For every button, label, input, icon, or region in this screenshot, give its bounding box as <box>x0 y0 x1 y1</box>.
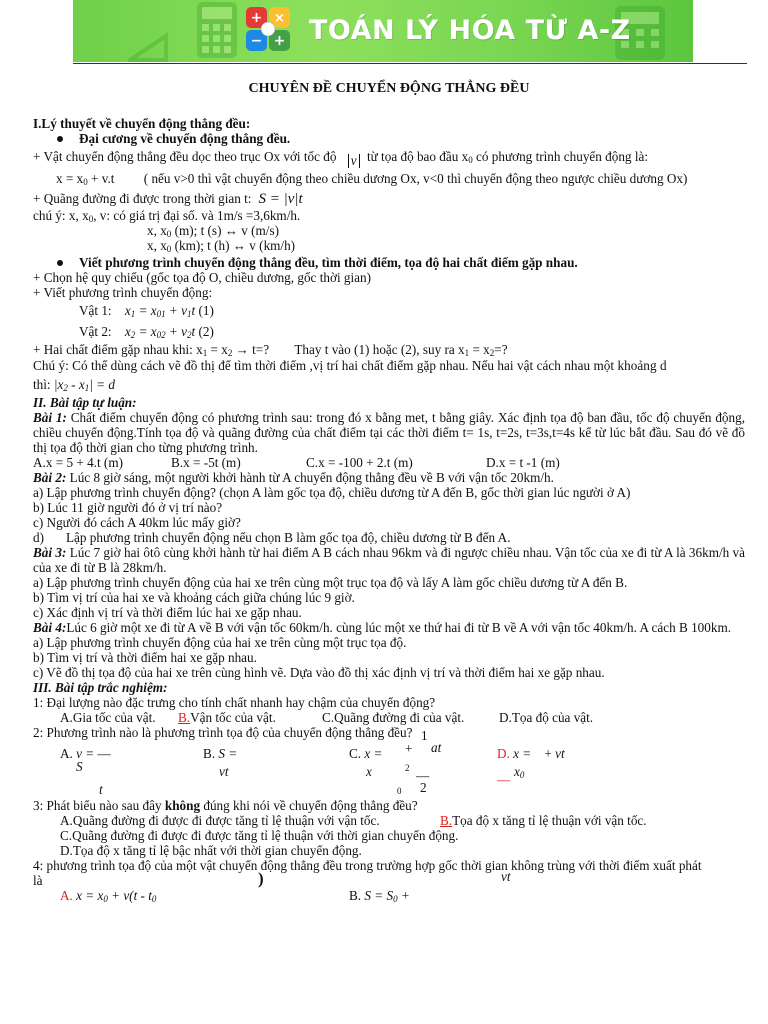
text-line: + Chọn hệ quy chiếu (gốc tọa độ O, chiều dương, gốc thời gian) <box>33 270 372 285</box>
exercise-1-options: A.x = 5 + 4.t (m) B.x = -5t (m) C.x = -100 + 2.t (m) D.x = t -1 (m) <box>33 455 560 470</box>
text-line: a) Lập phương trình chuyển động của hai xe trên cùng một trục tọa độ. <box>33 635 407 650</box>
header-rule <box>73 63 747 64</box>
calculator-icon <box>191 0 247 62</box>
svg-text:×: × <box>274 11 285 26</box>
bullet-icon <box>57 260 63 266</box>
section-heading: I.Lý thuyết về chuyển động thẳng đều: <box>33 116 251 131</box>
text-line: c) Vẽ đồ thị tọa độ của hai xe trên cùng hình vẽ. Dựa vào đồ thị xác định vị trí và thời điểm hai xe gặp nhau. <box>33 665 605 680</box>
exercise-2: Bài 2: Lúc 8 giờ sáng, một người khởi hành từ A chuyển động thẳng đều về B với vận tốc 20km/h. <box>33 470 554 485</box>
question-1: 1: Đại lượng nào đặc trưng cho tính chất nhanh hay chậm của chuyển động? <box>33 695 436 710</box>
question-1-options: A.Gia tốc của vật. B.Vận tốc của vật. C.Quãng đường đi của vật. D.Tọa độ của vật. <box>60 710 594 725</box>
text-line: Chú ý: Có thể dùng cách vẽ đồ thị để tìm thời điểm ,vị trí hai chất điểm gặp nhau. Nếu hai vật cách nhau một khoảng d <box>33 358 667 373</box>
text-line: b) Tìm vị trí của hai xe và khoảng cách giữa chúng lúc 9 giờ. <box>33 590 355 605</box>
question-2: 2: Phương trình nào là phương trình tọa độ của chuyển động thẳng đều? <box>33 725 413 740</box>
text-line: a) Lập phương trình chuyển động của hai xe trên cùng một trục tọa độ và lấy A làm gốc chiều dương từ A đến B. <box>33 575 628 590</box>
text-line: c) Người đó cách A 40km lúc mấy giờ? <box>33 515 241 530</box>
bullet-item: Đại cương về chuyển động thẳng đều. <box>33 131 745 146</box>
section-heading: II. Bài tập tự luận: <box>33 395 137 410</box>
question-4-options: A. $x = x_0 + v(t - t_0$ B. $S = S_0$ + <box>60 888 410 904</box>
math-logo-icon <box>245 6 291 52</box>
ruler-icon <box>128 30 168 62</box>
exercise-1: Bài 1: Chất điểm chuyển động có phương trình sau: trong đó x bằng met, t bằng giây. Xác định tọa độ ban đầu, tốc độ chuyển động, chiều chuyển động.Tính tọa độ và quãng đường của chất điểm tại các thời điểm t= 1s, t=2s, t=3s,t=4s kể từ lúc bắt đầu. Sau đó vẽ đồ thị tọa độ thời gian cho từng phương trình. <box>33 410 745 455</box>
question-2-options: A. v = — S t B. S = vt C. x = x 0 + 1 at 2 — 2 D. x = + vt $x_0$ — <box>60 728 565 797</box>
section-heading: III. Bài tập trắc nghiệm: <box>33 680 168 695</box>
question-3: 3: Phát biểu nào sau đây không đúng khi nói về chuyển động thẳng đều? <box>33 798 418 813</box>
text-line: b) Lúc 11 giờ người đó ở vị trí nào? <box>33 500 223 515</box>
text-line: c) Xác định vị trí và thời điểm lúc hai xe gặp nhau. <box>33 605 302 620</box>
header-banner <box>73 0 693 62</box>
svg-text:−: − <box>250 33 263 49</box>
bullet-item: Viết phương trình chuyển động thẳng đều, tìm thời điểm, tọa độ hai chất điểm gặp nhau. <box>33 255 745 270</box>
text-line: chú ý: x, $x_0$, v: có giá trị đại số. và 1m/s =3,6km/h. <box>33 208 301 224</box>
svg-text:+: + <box>250 10 263 26</box>
equation-line: $x = x_0 + v.t$ ( nếu v>0 thì vật chuyển động theo chiều dương Ox, v<0 thì chuyển động theo ngược chiều dương Ox) <box>56 171 688 187</box>
document-body <box>33 78 745 905</box>
text-line: D.Tọa độ x tăng tỉ lệ bậc nhất với thời gian chuyển động. <box>60 843 362 858</box>
bullet-icon <box>57 136 63 142</box>
text-line: + Quãng đường đi được trong thời gian t: S = |v|t <box>33 191 303 207</box>
text-line: d) Lập phương trình chuyển động nếu chọn B làm gốc tọa độ, chiều dương từ B đến A. <box>33 530 511 545</box>
text-line: C.Quãng đường đi được đi được tăng tỉ lệ thuận với thời gian chuyển động. <box>60 828 459 843</box>
equation-line: Vật 1: $x_1 = x_{01} + v_1t$ (1) <box>79 303 214 319</box>
equation-line: Vật 2: $x_2 = x_{02} + v_2t$ (2) <box>79 324 214 340</box>
text-line: + Vật chuyển động thẳng đều dọc theo trục Ox với tốc độ v từ tọa độ bao đầu $x_0$ có phương trình chuyển động là: <box>33 149 649 168</box>
text-line: x, $x_0$ (km); t (h) ↔ v (km/h) <box>147 238 296 254</box>
exercise-3: Bài 3: Lúc 7 giờ hai ôtô cùng khởi hành từ hai điểm A B cách nhau 96km và đi ngược chiều nhau. Vận tốc của xe đi từ A là 36km/h và của xe đi từ B là 28km/h. <box>33 545 745 575</box>
text-line: + Hai chất điểm gặp nhau khi: $x_1 = x_2 \to t=$? Thay t vào (1) hoặc (2), suy ra $x_1 = x_2=$? <box>33 342 508 358</box>
text-line: b) Tìm vị trí và thời điểm hai xe gặp nhau. <box>33 650 257 665</box>
text-line: a) Lập phương trình chuyển động? (chọn A làm gốc tọa độ, chiều dương từ A đến B, gốc thời gian lúc người ở A) <box>33 485 631 500</box>
text-line: là ) vt <box>33 869 511 888</box>
question-3-options: A.Quãng đường đi được đi được tăng tỉ lệ thuận với vận tốc. B.Tọa độ x tăng tỉ lệ thuận với vận tốc. <box>60 813 647 828</box>
question-4: 4: phương trình tọa độ của một vật chuyển động thẳng đều trong trường hợp gốc thời gian không trùng với thời điểm xuất phát <box>33 858 702 873</box>
text-line: + Viết phương trình chuyển động: <box>33 285 213 300</box>
text-line: x, $x_0$ (m); t (s) ↔ v (m/s) <box>147 223 279 239</box>
banner-title: TOÁN LÝ HÓA TỪ A-Z <box>309 15 631 46</box>
page-title: CHUYÊN ĐỀ CHUYỂN ĐỘNG THẲNG ĐỀU <box>248 81 530 96</box>
exercise-4: Bài 4:Lúc 6 giờ một xe đi từ A về B với vận tốc 60km/h. cùng lúc một xe thứ hai đi từ B về A với vận tốc 40km/h. A cách B 100km. <box>33 620 732 635</box>
equation-line: thì: $|x_2 - x_1| = d$ <box>33 377 115 393</box>
svg-text:+: + <box>273 33 286 49</box>
